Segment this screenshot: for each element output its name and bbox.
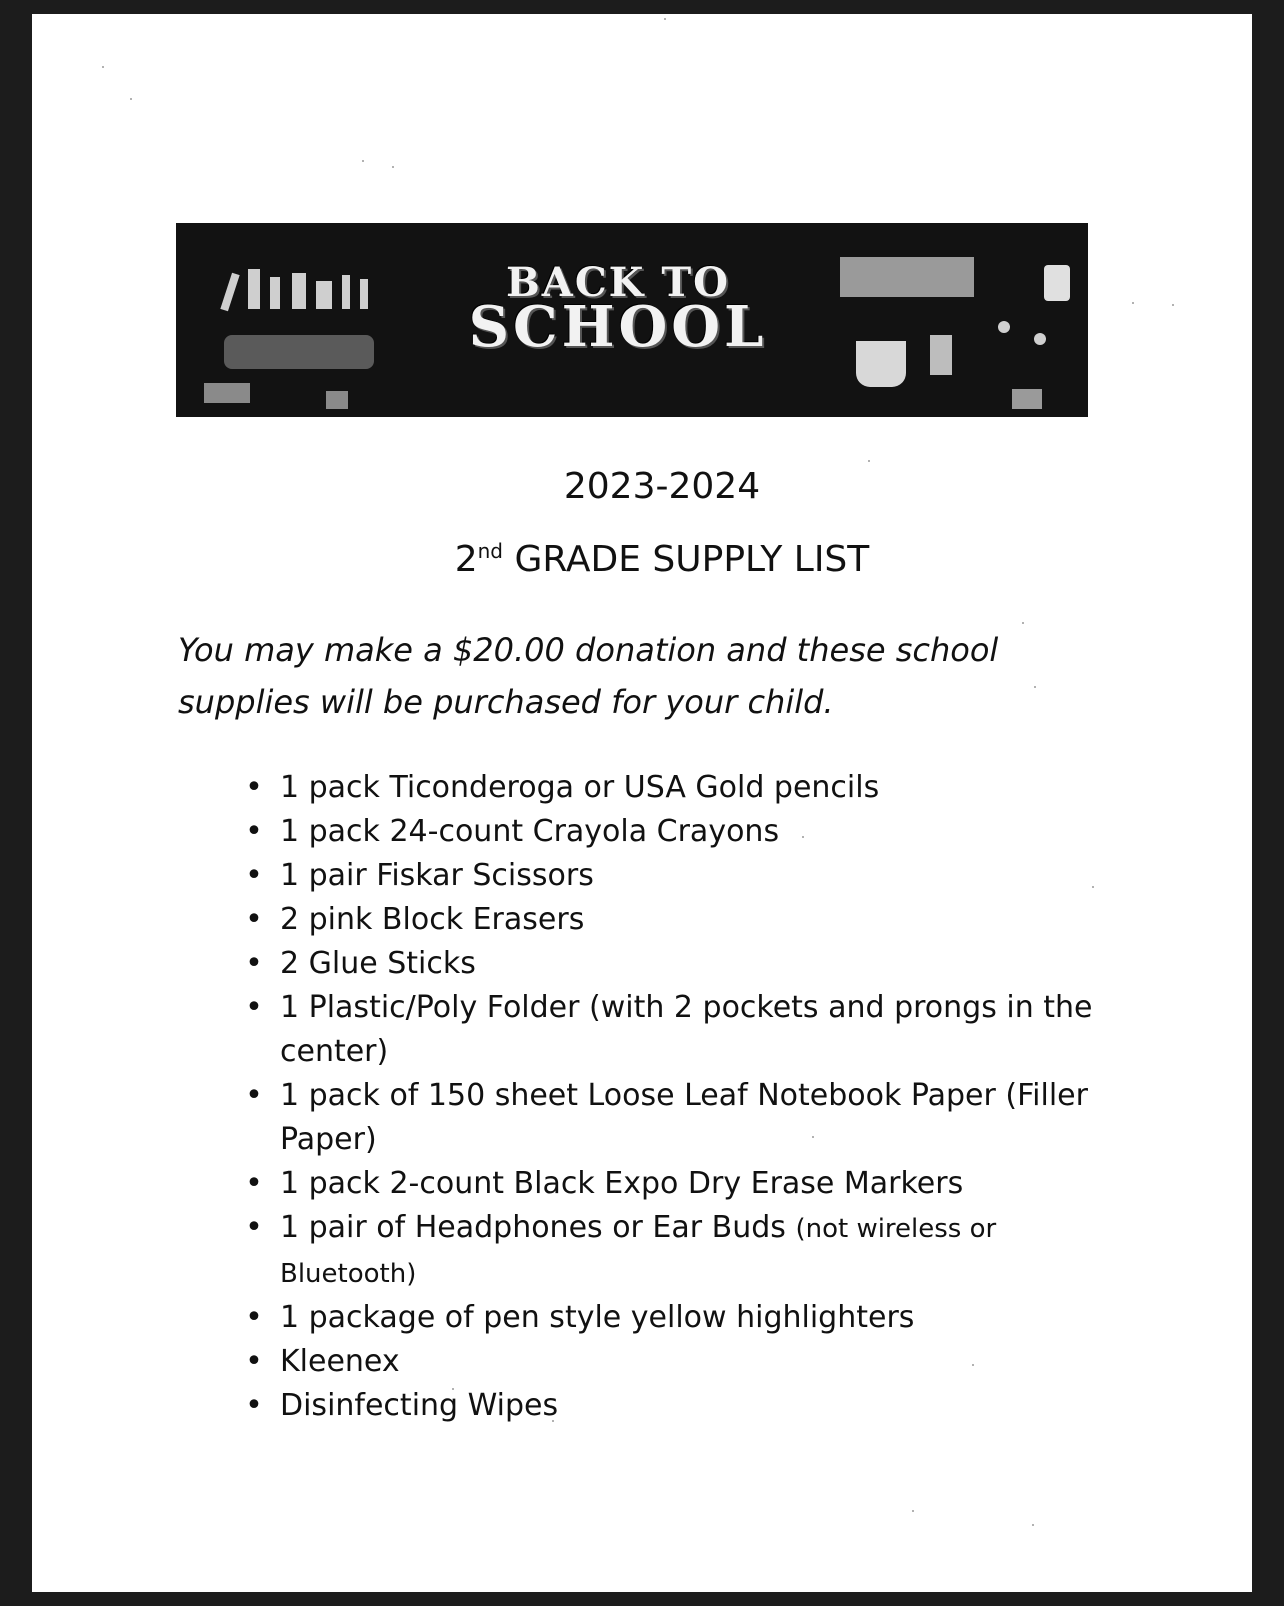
- intro-line-1: You may make a $20.00 donation and these school: [178, 631, 999, 669]
- list-item: [244, 1162, 1104, 1206]
- bullet-icon: •: [245, 1388, 263, 1423]
- list-item: [244, 898, 1104, 942]
- grade-suffix: nd: [477, 539, 503, 563]
- list-item-text: 1 Plastic/Poly Folder (with 2 pockets and prongs in the center): [280, 990, 1093, 1069]
- list-item: [244, 986, 1104, 1074]
- list-item-text: 2 Glue Sticks: [280, 946, 476, 981]
- list-item-text: 2 pink Block Erasers: [280, 902, 585, 937]
- bullet-icon: •: [245, 814, 263, 849]
- headphones-note: (not wireless or Bluetooth): [280, 1214, 997, 1289]
- banner-title-line1: BACK TO: [506, 259, 730, 306]
- bullet-icon: •: [245, 1300, 263, 1335]
- glue-stick-icon: [292, 273, 306, 309]
- list-item-text: 1 pair of Headphones or Ear Buds: [280, 1210, 786, 1245]
- school-year: 2023-2024: [563, 466, 761, 507]
- list-item: [244, 1074, 1104, 1162]
- scan-speck: [664, 18, 666, 20]
- list-item-text: 1 pack Ticonderoga or USA Gold pencils: [280, 770, 880, 805]
- bullet-icon: •: [245, 902, 263, 937]
- list-item-text: 1 pair Fiskar Scissors: [280, 858, 594, 893]
- pencil-cup-icon: [856, 341, 906, 387]
- list-item: [244, 1296, 1104, 1340]
- paint-bottle-icon: [326, 391, 348, 409]
- donation-intro: [178, 624, 1058, 728]
- bullet-icon: •: [245, 1166, 263, 1201]
- scan-speck: [912, 1510, 914, 1512]
- scan-speck: [1132, 302, 1134, 304]
- back-to-school-banner: [176, 223, 1088, 417]
- list-item: [244, 1384, 1104, 1428]
- paint-bottle-icon: [1012, 389, 1042, 409]
- bullet-icon: •: [245, 990, 263, 1025]
- list-item-text: Disinfecting Wipes: [280, 1388, 559, 1423]
- glue-bottle-icon: [1044, 265, 1070, 301]
- bullet-icon: •: [245, 1344, 263, 1379]
- scan-speck: [102, 66, 104, 68]
- heading-text: GRADE SUPPLY LIST: [503, 539, 870, 580]
- list-item: [244, 854, 1104, 898]
- grade-number: 2: [454, 539, 478, 580]
- scan-speck: [1032, 1524, 1034, 1526]
- list-item-text: 1 pack 24-count Crayola Crayons: [280, 814, 780, 849]
- crayon-icon: [360, 279, 368, 309]
- list-item-text: 1 pack of 150 sheet Loose Leaf Notebook Paper (Filler Paper): [280, 1078, 1088, 1157]
- pencil-icon: [220, 273, 239, 312]
- bullet-icon: •: [245, 1078, 263, 1113]
- document-page: [32, 14, 1252, 1592]
- scan-speck: [130, 98, 132, 100]
- bullet-icon: •: [245, 1210, 263, 1245]
- banner-title: [438, 259, 798, 360]
- list-item: [244, 810, 1104, 854]
- intro-line-2: supplies will be purchased for your child.: [178, 683, 834, 721]
- supply-list: [244, 766, 1104, 1428]
- pushpin-icon: [1034, 333, 1046, 345]
- list-item: [244, 942, 1104, 986]
- scan-speck: [392, 166, 394, 168]
- marker-icon: [270, 277, 280, 309]
- bullet-icon: •: [245, 770, 263, 805]
- bullet-icon: •: [245, 858, 263, 893]
- list-item-text: Kleenex: [280, 1344, 400, 1379]
- marker-icon: [248, 269, 260, 309]
- list-item: [244, 766, 1104, 810]
- crayons-icon: [930, 335, 952, 375]
- crayon-icon: [342, 275, 350, 309]
- page-title: [32, 539, 1252, 580]
- scissors-icon: [204, 383, 250, 403]
- pushpin-icon: [998, 321, 1010, 333]
- list-item: [244, 1206, 1104, 1296]
- list-item: [244, 1340, 1104, 1384]
- list-item-text: 1 package of pen style yellow highlighters: [280, 1300, 915, 1335]
- banner-title-line2: SCHOOL: [468, 294, 768, 360]
- pencil-case-icon: [224, 335, 374, 369]
- scan-speck: [362, 160, 364, 162]
- scan-speck: [868, 460, 870, 462]
- bullet-icon: •: [245, 946, 263, 981]
- eraser-icon: [316, 281, 332, 309]
- list-item-text: 1 pack 2-count Black Expo Dry Erase Markers: [280, 1166, 964, 1201]
- scan-speck: [1172, 304, 1174, 306]
- ruler-icon: [840, 257, 974, 297]
